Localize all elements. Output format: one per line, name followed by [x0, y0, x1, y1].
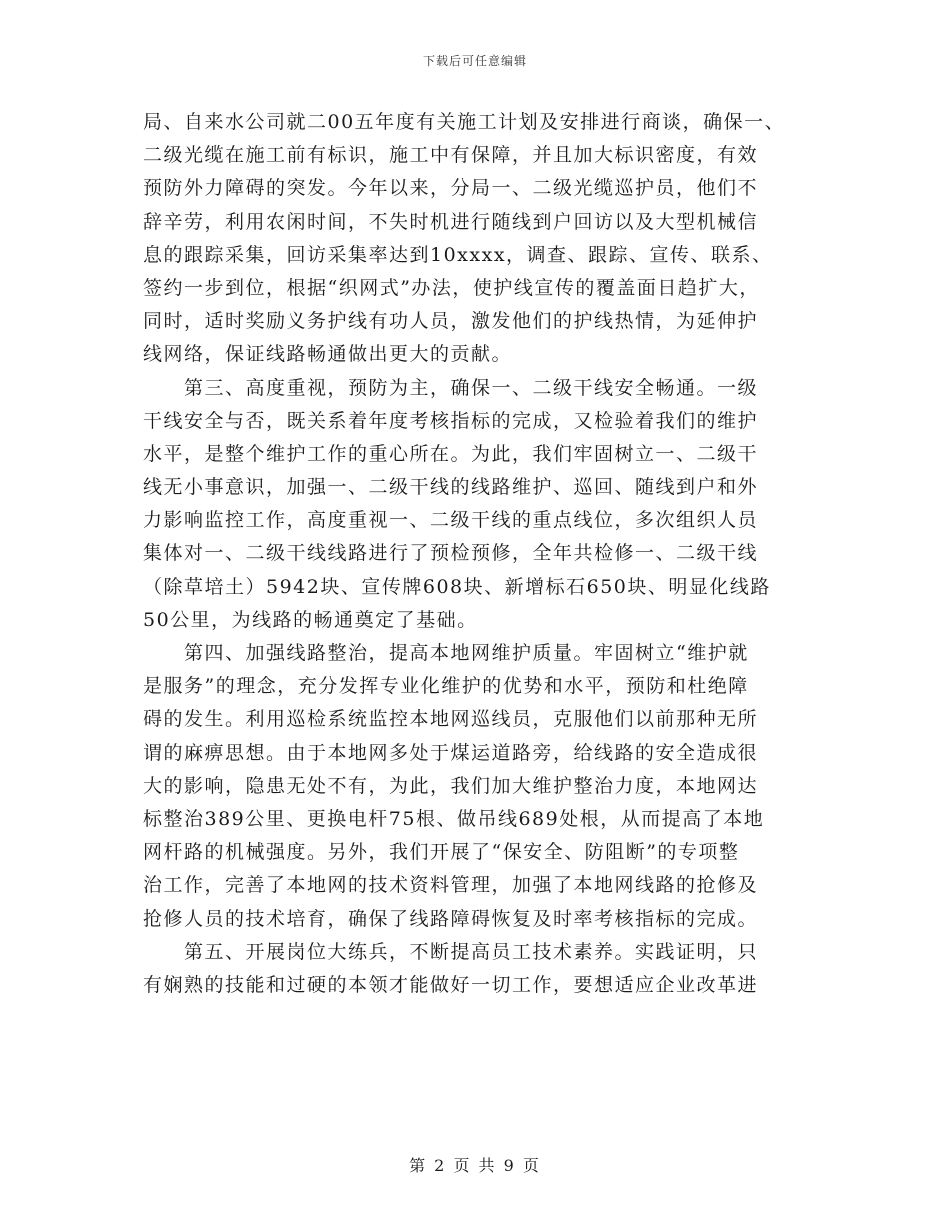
- text-line: 同时，适时奖励义务护线有功人员，激发他们的护线热情，为延伸护: [143, 310, 759, 333]
- text-line: 治工作，完善了本地网的技术资料管理，加强了本地网线路的抢修及: [143, 874, 759, 897]
- text-line: 水平，是整个维护工作的重心所在。为此，我们牢固树立一、二级干: [143, 442, 759, 465]
- text-line: 第五、开展岗位大练兵，不断提高员工技术素养。实践证明，只: [143, 940, 759, 963]
- text-line: 预防外力障碍的突发。今年以来，分局一、二级光缆巡护员，他们不: [143, 177, 759, 200]
- text-line: 线网络，保证线路畅通做出更大的贡献。: [143, 343, 513, 366]
- text-line: （除草培土）5942块、宣传牌608块、新增标石650块、明显化线路: [143, 575, 771, 598]
- page-number: 第 2 页 共 9 页: [409, 1156, 541, 1175]
- text-line: 集体对一、二级干线线路进行了预检预修，全年共检修一、二级干线: [143, 542, 759, 565]
- text-line: 标整治389公里、更换电杆75根、做吊线689处根，从而提高了本地: [143, 807, 765, 830]
- text-line: 息的跟踪采集，回访采集率达到10xxxx，调查、跟踪、宣传、联系、: [143, 243, 773, 266]
- text-line: 网杆路的机械强度。另外，我们开展了“保安全、防阻断”的专项整: [143, 841, 740, 864]
- text-line: 第四、加强线路整治，提高本地网维护质量。牢固树立“维护就: [143, 642, 749, 664]
- text-line: 签约一步到位，根据“织网式”办法，使护线宣传的覆盖面日趋扩大，: [143, 276, 760, 299]
- text-line: 有娴熟的技能和过硬的本领才能做好一切工作，要想适应企业改革进: [143, 973, 759, 996]
- text-line: 局、自来水公司就二00五年度有关施工计划及安排进行商谈，确保一、: [143, 111, 786, 133]
- text-line: 大的影响，隐患无处不有，为此，我们加大维护整治力度，本地网达: [143, 774, 759, 797]
- text-line: 干线安全与否，既关系着年度考核指标的完成，又检验着我们的维护: [143, 409, 759, 432]
- text-line: 线无小事意识，加强一、二级干线的线路维护、巡回、随线到户和外: [143, 476, 759, 499]
- text-line: 50公里，为线路的畅通奠定了基础。: [143, 608, 478, 631]
- page-header: 下载后可任意编辑: [422, 54, 527, 68]
- document-body: [143, 106, 811, 1002]
- text-line: 抢修人员的技术培育，确保了线路障碍恢复及时率考核指标的完成。: [143, 907, 759, 930]
- text-line: 谓的麻痹思想。由于本地网多处于煤运道路旁，给线路的安全造成很: [143, 741, 759, 764]
- text-line: 第三、高度重视，预防为主，确保一、二级干线安全畅通。一级: [143, 376, 759, 399]
- text-line: 辞辛劳，利用农闲时间，不失时机进行随线到户回访以及大型机械信: [143, 210, 759, 233]
- text-line: 是服务”的理念，充分发挥专业化维护的优势和水平，预防和杜绝障: [143, 675, 749, 698]
- text-line: 碍的发生。利用巡检系统监控本地网巡线员，克服他们以前那种无所: [143, 708, 759, 731]
- text-line: 二级光缆在施工前有标识，施工中有保障，并且加大标识密度，有效: [143, 144, 759, 167]
- text-line: 力影响监控工作，高度重视一、二级干线的重点线位，多次组织人员: [143, 509, 759, 532]
